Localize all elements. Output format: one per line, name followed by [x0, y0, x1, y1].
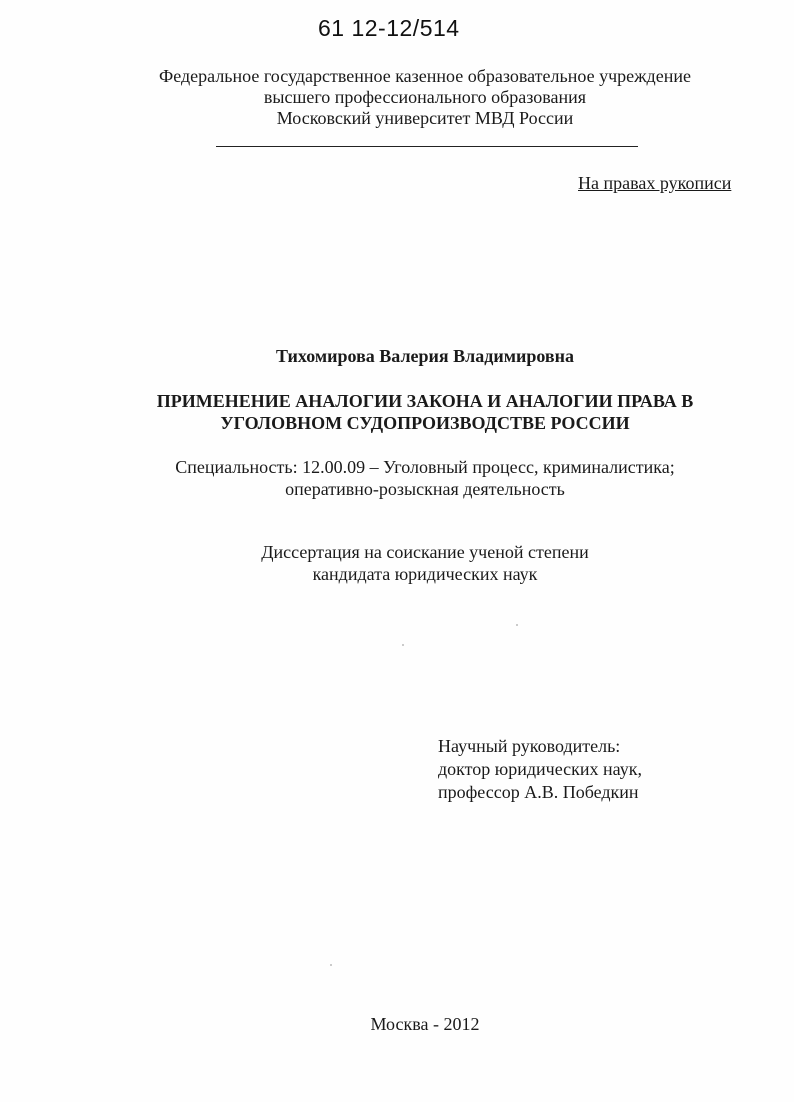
specialty-line: оперативно-розыскная деятельность: [285, 479, 565, 499]
institution-line: Федеральное государственное казенное образовательное учреждение: [159, 66, 691, 86]
institution-line: высшего профессионального образования: [263, 87, 587, 107]
header-divider: [216, 146, 638, 147]
archive-number: 61 12-12/514: [318, 15, 460, 41]
degree-line: кандидата юридических наук: [312, 564, 538, 584]
specialty: [100, 456, 750, 500]
scan-speck: [330, 964, 332, 966]
institution-line: Московский университет МВД России: [276, 108, 574, 128]
institution-header: [100, 66, 750, 129]
supervisor-line: Научный руководитель:: [438, 736, 621, 756]
scan-speck: [516, 624, 518, 626]
city-year: Москва - 2012: [370, 1014, 480, 1034]
thesis-title-line: УГОЛОВНОМ СУДОПРОИЗВОДСТВЕ РОССИИ: [220, 413, 630, 433]
degree-statement: [100, 541, 750, 585]
scan-speck: [402, 644, 404, 646]
thesis-title-line: ПРИМЕНЕНИЕ АНАЛОГИИ ЗАКОНА И АНАЛОГИИ ПРАВА В: [156, 391, 694, 411]
author-name: Тихомирова Валерия Владимировна: [275, 346, 575, 366]
supervisor-block: [438, 735, 642, 804]
manuscript-note: На правах рукописи: [578, 173, 732, 193]
supervisor-line: доктор юридических наук,: [438, 759, 642, 779]
specialty-line: Специальность: 12.00.09 – Уголовный процесс, криминалистика;: [175, 457, 675, 477]
thesis-title: [100, 390, 750, 434]
degree-line: Диссертация на соискание ученой степени: [261, 542, 589, 562]
supervisor-line: профессор А.В. Победкин: [438, 782, 639, 802]
